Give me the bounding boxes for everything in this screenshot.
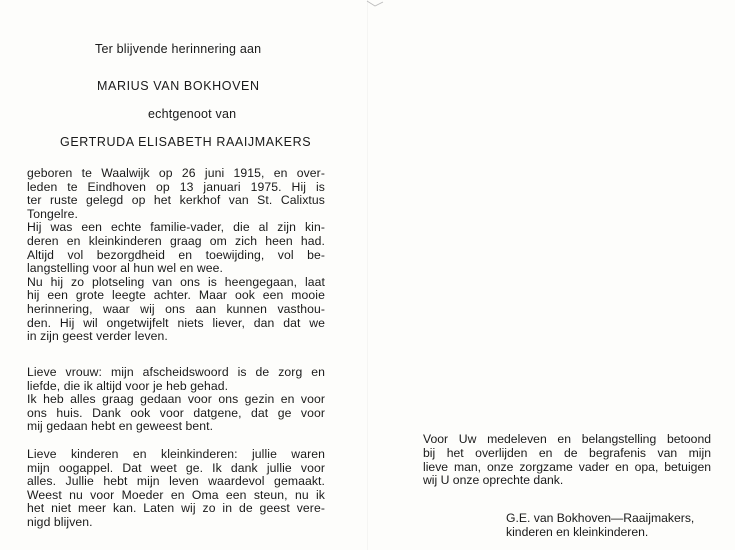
text-line: den. Hij wil ongetwijfelt niets liever, dan dat we (27, 315, 325, 330)
text-line: Hij was een echte familie-vader, die al zijn kin- (27, 220, 325, 235)
biography-paragraph (27, 167, 325, 344)
text-line: ons huis. Dank ook voor datgene, dat ge voor (27, 405, 325, 420)
text-line: ter ruste gelegd op het kerkhof van St. Calixtus (27, 193, 325, 208)
thanks-paragraph (423, 433, 711, 488)
signature-block (506, 512, 694, 540)
crease-mark (366, 0, 384, 8)
text-line: nigd blijven. (27, 514, 93, 529)
text-line: deren en kleinkinderen graag om zich heen had. (27, 233, 325, 248)
text-line: Altijd vol bezorgdheid en toewijding, vol be- (27, 247, 325, 262)
text-line: liefde, die ik altijd voor je heb gehad. (27, 378, 229, 393)
spouse-of-line: echtgenoot van (148, 107, 237, 121)
text-line: geboren te Waalwijk op 26 juni 1915, en over- (27, 166, 325, 180)
text-line: Lieve vrouw: mijn afscheidswoord is de zorg en (27, 365, 325, 379)
text-line: Nu hij zo plotseling van ons is heengegaan, laat (27, 274, 325, 289)
text-line: Lieve kinderen en kleinkinderen: jullie waren (27, 447, 325, 461)
text-line: langstelling voor al hun wel en wee. (27, 261, 224, 276)
in-memory-line: Ter blijvende herinnering aan (95, 42, 262, 56)
to-children-paragraph (27, 448, 325, 530)
text-line: in zijn geest verder leven. (27, 329, 168, 344)
text-line: alles. Jullie hebt mijn leven waardevol gemaakt. (27, 474, 325, 489)
text-line: leden te Eindhoven op 13 januari 1975. Hij is (27, 179, 325, 194)
text-line: Weest nu voor Moeder en Oma een steun, nu ik (27, 487, 325, 502)
deceased-name: MARIUS VAN BOKHOVEN (97, 79, 260, 93)
text-line: hij een grote leegte achter. Maar ook een mooie (27, 288, 325, 303)
text-line: het niet meer kan. Laten wij zo in de geest vere- (27, 501, 325, 516)
card-fold (367, 0, 368, 550)
text-line: Ik heb alles graag gedaan voor ons gezin en voor (27, 392, 325, 407)
text-line: Tongelre. (27, 206, 79, 221)
signature-name: G.E. van Bokhoven—Raaijmakers, (506, 511, 695, 525)
text-line: Voor Uw medeleven en belangstelling betoond (423, 432, 711, 446)
text-line: mijn oogappel. Dat weet ge. Ik dank jullie voor (27, 460, 325, 475)
text-line: wij U onze oprechte dank. (423, 473, 564, 488)
spouse-name: GERTRUDA ELISABETH RAAIJMAKERS (60, 135, 312, 149)
text-line: lieve man, onze zorgzame vader en opa, betuigen (423, 459, 711, 474)
text-line: herinnering, waar wij ons aan kunnen vasthou- (27, 301, 325, 316)
text-line: bij het overlijden en de begrafenis van mijn (423, 445, 711, 460)
signature-family: kinderen en kleinkinderen. (506, 524, 649, 539)
text-line: mij gedaan hebt en geweest bent. (27, 419, 214, 434)
to-wife-paragraph (27, 366, 325, 434)
